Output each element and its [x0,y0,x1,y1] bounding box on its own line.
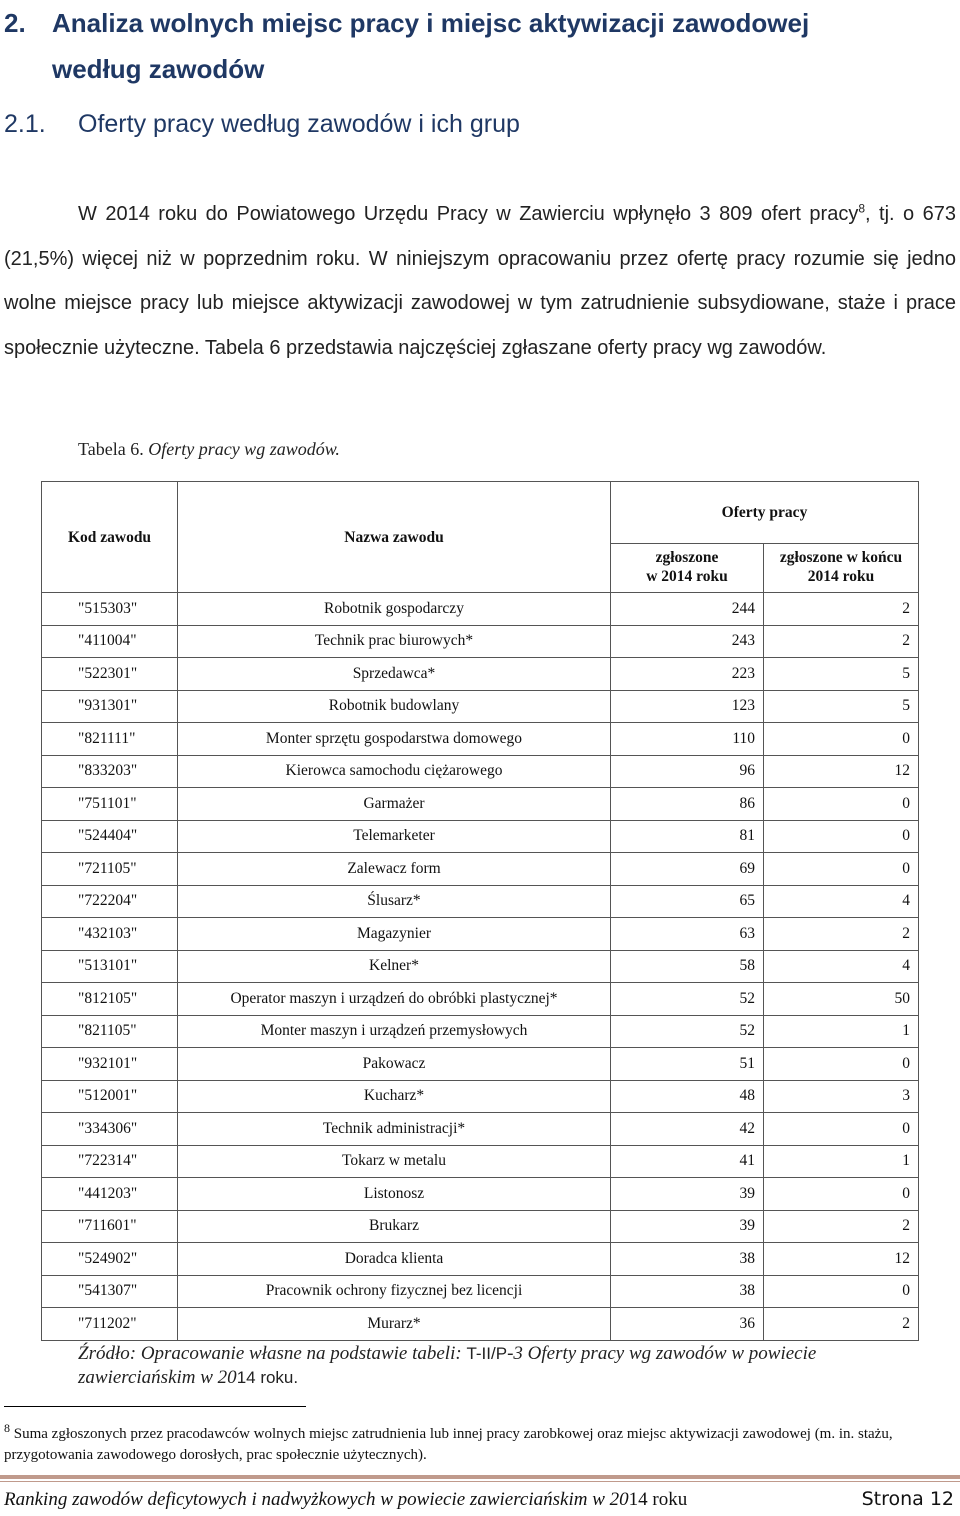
table-row [42,788,919,821]
offers-end-of-year-cell: 4 [764,885,919,918]
offers-reported-cell: 244 [611,593,764,626]
occupation-code-cell: "441203" [42,1178,178,1211]
occupation-name-cell: Monter sprzętu gospodarstwa domowego [178,723,611,756]
offers-end-of-year-cell: 0 [764,723,919,756]
table-row [42,593,919,626]
intro-paragraph [4,192,956,370]
table-caption [78,436,340,462]
occupation-code-cell: "821105" [42,1015,178,1048]
section-title-line2: według zawodów [52,54,265,84]
table-row [42,1113,919,1146]
occupation-name-cell: Kucharz* [178,1080,611,1113]
occupation-code-cell: "513101" [42,950,178,983]
offers-reported-cell: 96 [611,755,764,788]
offers-end-of-year-cell: 5 [764,658,919,691]
header-reported: zgłoszone w 2014 roku [611,544,764,593]
offers-reported-cell: 38 [611,1243,764,1276]
occupation-code-cell: "711202" [42,1308,178,1341]
offers-reported-cell: 86 [611,788,764,821]
offers-end-of-year-cell: 0 [764,820,919,853]
occupation-name-cell: Murarz* [178,1308,611,1341]
offers-end-of-year-cell: 2 [764,625,919,658]
header-end-of-year: zgłoszone w końcu 2014 roku [764,544,919,593]
occupation-name-cell: Brukarz [178,1210,611,1243]
table-row [42,820,919,853]
occupation-name-cell: Listonosz [178,1178,611,1211]
offers-reported-cell: 63 [611,918,764,951]
occupation-name-cell: Ślusarz* [178,885,611,918]
offers-reported-cell: 110 [611,723,764,756]
occupation-code-cell: "821111" [42,723,178,756]
footnote-number: 8 [4,1421,10,1435]
occupation-name-cell: Sprzedawca* [178,658,611,691]
occupation-name-cell: Robotnik budowlany [178,690,611,723]
offers-reported-cell: 65 [611,885,764,918]
occupation-code-cell: "932101" [42,1048,178,1081]
footer-divider [0,1475,960,1479]
offers-reported-cell: 48 [611,1080,764,1113]
section-heading [4,0,956,92]
occupation-name-cell: Zalewacz form [178,853,611,886]
header-code: Kod zawodu [42,482,178,593]
offers-reported-cell: 223 [611,658,764,691]
offers-reported-cell: 38 [611,1275,764,1308]
footer-title: Ranking zawodów deficytowych i nadwyżkowych w powiecie zawierciańskim w 2014 roku [4,1489,688,1510]
offers-end-of-year-cell: 50 [764,983,919,1016]
occupation-code-cell: "721105" [42,853,178,886]
footnote-reference[interactable]: 8 [858,201,866,216]
table-row [42,1243,919,1276]
table-row [42,950,919,983]
occupation-code-cell: "524404" [42,820,178,853]
table-row [42,885,919,918]
occupation-name-cell: Doradca klienta [178,1243,611,1276]
occupation-name-cell: Telemarketer [178,820,611,853]
table-row [42,1145,919,1178]
occupation-code-cell: "751101" [42,788,178,821]
offers-end-of-year-cell: 2 [764,593,919,626]
occupation-code-cell: "722314" [42,1145,178,1178]
occupation-code-cell: "711601" [42,1210,178,1243]
offers-reported-cell: 39 [611,1210,764,1243]
offers-end-of-year-cell: 12 [764,1243,919,1276]
occupation-code-cell: "524902" [42,1243,178,1276]
subsection-heading [4,102,520,146]
occupation-name-cell: Kelner* [178,950,611,983]
footnote [4,1418,934,1466]
offers-reported-cell: 51 [611,1048,764,1081]
offers-end-of-year-cell: 2 [764,1308,919,1341]
offers-reported-cell: 69 [611,853,764,886]
job-offers-table [41,481,919,1341]
offers-end-of-year-cell: 1 [764,1145,919,1178]
occupation-code-cell: "411004" [42,625,178,658]
offers-reported-cell: 243 [611,625,764,658]
footnote-text: Suma zgłoszonych przez pracodawców wolnych miejsc zatrudnienia lub innej pracy zarobkowej oraz miejsc aktywizacji zawodowej (m. in. stażu, przygotowania zawodowego dorosłych, prac społecznie użytecznych). [4,1426,893,1463]
footnote-separator [4,1406,306,1407]
table-row [42,1080,919,1113]
occupation-name-cell: Pakowacz [178,1048,611,1081]
header-offers: Oferty pracy [611,482,919,544]
occupation-code-cell: "541307" [42,1275,178,1308]
occupation-code-cell: "334306" [42,1113,178,1146]
paragraph-part2: , tj. o 673 (21,5%) więcej niż w poprzednim roku. W niniejszym opracowaniu przez ofertę pracy rozumie się jedno wolne miejsce pracy lub miejsce aktywizacji zawodowej w tym zatrudnienie subsydiowane, staże i prace społecznie użyteczne. Tabela 6 przedstawia najczęściej zgłaszane oferty pracy wg zawodów. [4,203,957,359]
subsection-title: Oferty pracy według zawodów i ich grup [78,110,520,138]
table-row [42,1308,919,1341]
table-row [42,690,919,723]
table-row [42,983,919,1016]
table-row [42,625,919,658]
section-number: 2. [4,8,26,38]
offers-end-of-year-cell: 5 [764,690,919,723]
occupation-name-cell: Operator maszyn i urządzeń do obróbki plastycznej* [178,983,611,1016]
offers-reported-cell: 58 [611,950,764,983]
offers-reported-cell: 41 [611,1145,764,1178]
offers-end-of-year-cell: 0 [764,1113,919,1146]
subsection-number: 2.1. [4,110,46,138]
offers-reported-cell: 36 [611,1308,764,1341]
offers-end-of-year-cell: 1 [764,1015,919,1048]
table-source: Źródło: Opracowanie własne na podstawie tabeli: T-II/P-3 Oferty pracy wg zawodów w powiecie zawierciańskim w 2014 roku. [78,1343,817,1388]
header-name: Nazwa zawodu [178,482,611,593]
occupation-name-cell: Technik administracji* [178,1113,611,1146]
occupation-name-cell: Garmażer [178,788,611,821]
occupation-name-cell: Robotnik gospodarczy [178,593,611,626]
offers-end-of-year-cell: 0 [764,1275,919,1308]
occupation-code-cell: "722204" [42,885,178,918]
occupation-code-cell: "522301" [42,658,178,691]
table-row [42,1178,919,1211]
occupation-code-cell: "812105" [42,983,178,1016]
footer-divider-thin [0,1481,960,1482]
offers-reported-cell: 39 [611,1178,764,1211]
offers-end-of-year-cell: 2 [764,1210,919,1243]
table-row [42,1275,919,1308]
paragraph-part1: W 2014 roku do Powiatowego Urzędu Pracy w Zawierciu wpłynęło 3 809 ofert pracy [78,203,859,225]
offers-reported-cell: 52 [611,1015,764,1048]
occupation-code-cell: "931301" [42,690,178,723]
table-row [42,853,919,886]
offers-end-of-year-cell: 4 [764,950,919,983]
occupation-code-cell: "432103" [42,918,178,951]
offers-end-of-year-cell: 0 [764,853,919,886]
offers-end-of-year-cell: 12 [764,755,919,788]
occupation-name-cell: Kierowca samochodu ciężarowego [178,755,611,788]
table-caption-title: Oferty pracy wg zawodów. [148,439,340,459]
occupation-code-cell: "833203" [42,755,178,788]
table-row [42,918,919,951]
page-number: Strona 12 [861,1488,954,1510]
table-row [42,723,919,756]
occupation-name-cell: Tokarz w metalu [178,1145,611,1178]
offers-end-of-year-cell: 2 [764,918,919,951]
offers-reported-cell: 42 [611,1113,764,1146]
occupation-name-cell: Magazynier [178,918,611,951]
table-row [42,1210,919,1243]
occupation-code-cell: "515303" [42,593,178,626]
section-title-line1: Analiza wolnych miejsc pracy i miejsc aktywizacji zawodowej [52,8,810,38]
occupation-code-cell: "512001" [42,1080,178,1113]
occupation-name-cell: Technik prac biurowych* [178,625,611,658]
offers-end-of-year-cell: 3 [764,1080,919,1113]
offers-reported-cell: 123 [611,690,764,723]
table-row [42,1015,919,1048]
table-caption-label: Tabela 6. [78,439,144,459]
offers-reported-cell: 81 [611,820,764,853]
offers-end-of-year-cell: 0 [764,1048,919,1081]
table-row [42,1048,919,1081]
offers-reported-cell: 52 [611,983,764,1016]
offers-end-of-year-cell: 0 [764,1178,919,1211]
table-row [42,658,919,691]
table-row [42,755,919,788]
occupation-name-cell: Monter maszyn i urządzeń przemysłowych [178,1015,611,1048]
offers-end-of-year-cell: 0 [764,788,919,821]
occupation-name-cell: Pracownik ochrony fizycznej bez licencji [178,1275,611,1308]
